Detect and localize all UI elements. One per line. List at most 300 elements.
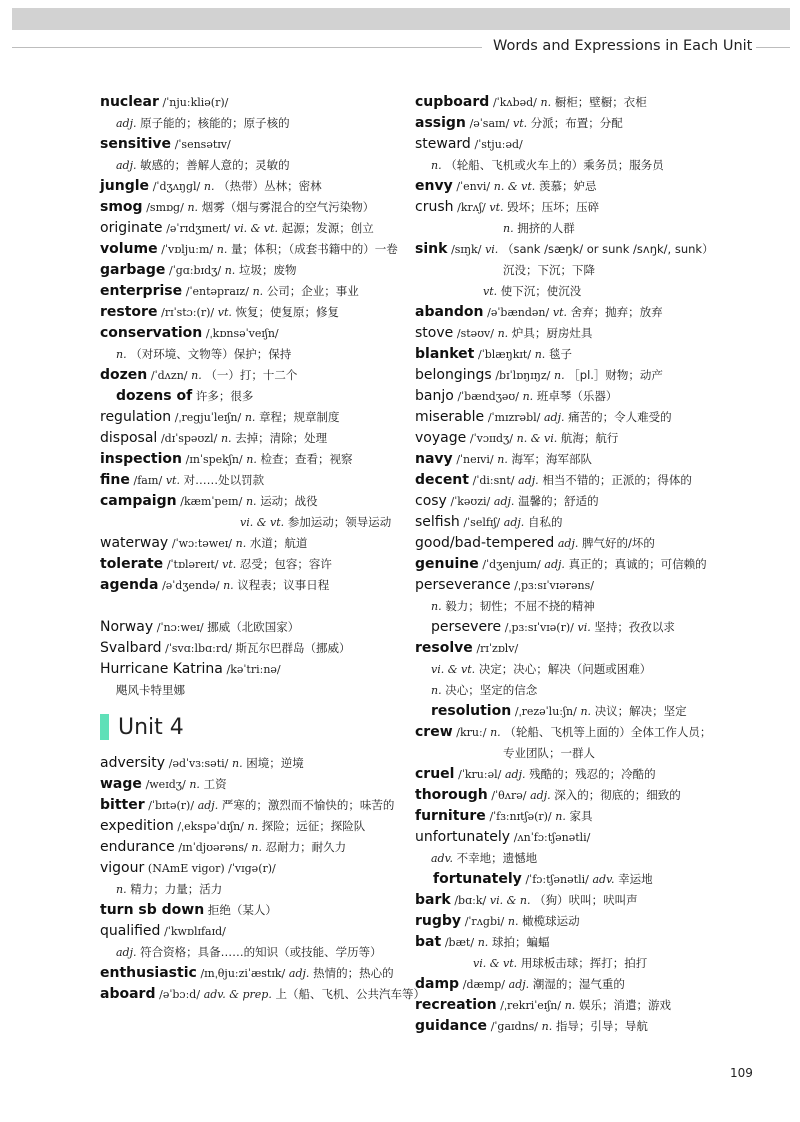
part-of-speech: n. [497, 453, 508, 466]
part-of-speech: vt. [512, 117, 528, 130]
definition: 班卓琴（乐器） [536, 389, 618, 403]
vocab-entry [100, 942, 410, 963]
definition: 坚持；孜孜以求 [594, 620, 675, 634]
vocab-entry [415, 386, 745, 407]
part-of-speech: n. [246, 453, 257, 466]
vocab-entry [415, 995, 745, 1016]
vocab-entry [100, 858, 410, 879]
headword: campaign [100, 493, 177, 509]
phonetic: /ˈkʌbəd/ [492, 96, 537, 109]
vocab-entry [415, 680, 745, 701]
part-of-speech: adv. [431, 852, 454, 865]
vocab-entry [100, 92, 410, 113]
headword: expedition [100, 818, 174, 834]
definition: 真正的；真诚的；可信赖的 [568, 557, 707, 571]
headword: assign [415, 115, 466, 131]
phonetic: /ˈsvɑːlbɑːrd/ [165, 642, 232, 655]
headword: sensitive [100, 136, 172, 152]
vocab-entry [415, 638, 745, 659]
phonetic: /rɪˈstɔː(r)/ [161, 306, 215, 319]
vocab-entry [415, 155, 745, 176]
definition: （对环境、文物等）保护；保持 [130, 347, 292, 361]
headword: sink [415, 241, 448, 257]
phonetic: /weɪdʒ/ [145, 778, 186, 791]
definition: 娱乐；消遣；游戏 [578, 998, 671, 1012]
vocab-entry [100, 617, 410, 638]
definition: （热带）丛林；密林 [218, 179, 322, 193]
definition: 章程；规章制度 [259, 410, 340, 424]
phonetic: /ˈnɔːweɪ/ [156, 621, 204, 634]
vocab-entry [100, 281, 410, 302]
vocab-entry [415, 218, 745, 239]
vocab-entry [100, 680, 410, 701]
phonetic: /bɑːk/ [454, 894, 487, 907]
vocab-entry [100, 470, 410, 491]
headword: Hurricane Katrina [100, 661, 223, 677]
headword: unfortunately [415, 829, 511, 845]
headword: decent [415, 472, 469, 488]
vocab-entry [415, 92, 745, 113]
vocab-entry [415, 470, 745, 491]
definition: 热情的；热心的 [313, 966, 394, 980]
part-of-speech: vt. [217, 306, 232, 319]
part-of-speech: n. [534, 348, 546, 361]
vocab-entry [100, 533, 410, 554]
headword: adversity [100, 755, 166, 771]
phonetic: /ˈnjuːkliə(r)/ [162, 96, 229, 109]
headword: dozens of [116, 388, 193, 404]
definition: 敏感的；善解人意的；灵敏的 [140, 158, 290, 172]
headword: envy [415, 178, 453, 194]
definition: 炉具；厨房灶具 [511, 326, 593, 340]
vocab-entry [100, 638, 410, 659]
vocab-entry [100, 879, 410, 900]
vocab-entry [415, 932, 745, 953]
phonetic: /əˈsaɪn/ [469, 117, 510, 130]
phonetic: /ˌkɒnsəˈveɪʃn/ [205, 327, 279, 340]
vocab-entry [100, 795, 410, 816]
headword: restore [100, 304, 158, 320]
phonetic: /dæmp/ [462, 978, 505, 991]
part-of-speech: n. [431, 600, 442, 613]
vocab-entry [100, 659, 410, 680]
phonetic: /ɪnˈdjʊərəns/ [178, 841, 248, 854]
phonetic: /ˈkruːəl/ [458, 768, 502, 781]
vocab-entry [415, 281, 745, 302]
definition: 用球板击球；挥打；拍打 [520, 956, 648, 970]
vocab-entry [415, 302, 745, 323]
vocab-entry [415, 365, 745, 386]
phonetic: /ɪnˌθjuːziˈæstɪk/ [200, 967, 286, 980]
part-of-speech: n. [507, 915, 519, 928]
right-vocabulary-column [415, 92, 745, 1037]
part-of-speech: adj. [530, 789, 551, 802]
part-of-speech: vi. [577, 621, 591, 634]
headword: originate [100, 220, 163, 236]
definition: 毁坏；压坏；压碎 [507, 200, 600, 214]
definition: 相当不错的；正派的；得体的 [542, 473, 692, 487]
phonetic: /ˈneɪvi/ [456, 453, 494, 466]
part-of-speech: n. [580, 705, 592, 718]
part-of-speech: vt. [489, 201, 504, 214]
definition: 自私的 [527, 515, 563, 529]
part-of-speech: n. [564, 999, 576, 1012]
part-of-speech: vt. [222, 558, 237, 571]
part-of-speech: vt. [552, 306, 567, 319]
headword: wage [100, 776, 142, 792]
phonetic: /kruː/ [456, 726, 487, 739]
part-of-speech: n. [540, 96, 552, 109]
phonetic: /ˈentəpraɪz/ [185, 285, 249, 298]
headword: Svalbard [100, 640, 162, 656]
definition: 忍受；包容；容许 [239, 557, 332, 571]
vocab-entry [415, 533, 745, 554]
vocab-entry [100, 344, 410, 365]
headword: aboard [100, 986, 156, 1002]
headword: garbage [100, 262, 166, 278]
vocab-entry [100, 449, 410, 470]
definition: 检查；查看；视察 [260, 452, 353, 466]
part-of-speech: adj. [544, 411, 565, 424]
headword: voyage [415, 430, 467, 446]
definition: 幸运地 [618, 872, 653, 886]
part-of-speech: n. [477, 936, 489, 949]
definition: 家具 [569, 809, 593, 823]
phonetic: /sɪŋk/ [451, 243, 482, 256]
vocab-entry [100, 134, 410, 155]
vocab-entry [100, 407, 410, 428]
part-of-speech: n. [223, 579, 234, 592]
vocab-entry [415, 974, 745, 995]
headword: regulation [100, 409, 172, 425]
definition: （sank /sæŋk/ or sunk /sʌŋk/, sunk） [501, 242, 714, 256]
headword: enthusiastic [100, 965, 197, 981]
vocab-entry [415, 197, 745, 218]
definition: 指导；引导；导航 [555, 1019, 648, 1033]
page-number: 109 [730, 1066, 753, 1080]
phonetic: /ˌpɜːsɪˈvɪərəns/ [514, 579, 594, 592]
unit-marker-bar [100, 714, 109, 740]
vocab-entry [100, 386, 410, 407]
definition: 严寒的；激烈而不愉快的；味苦的 [221, 798, 395, 812]
phonetic: /ˈtɒləreɪt/ [166, 558, 219, 571]
headword: agenda [100, 577, 159, 593]
part-of-speech: adj. [504, 768, 526, 781]
phonetic: /əˈrɪdʒɪneɪt/ [166, 222, 231, 235]
phonetic: /faɪn/ [133, 474, 163, 487]
phonetic: /ˌregjuˈleɪʃn/ [174, 411, 242, 424]
definition: 球拍；蝙蝠 [491, 935, 550, 949]
phonetic: /stəʊv/ [456, 327, 494, 340]
part-of-speech: n. [216, 243, 228, 256]
headword: abandon [415, 304, 484, 320]
phonetic: /ˈbændʒəʊ/ [457, 390, 519, 403]
headword: selfish [415, 514, 460, 530]
headword: conservation [100, 325, 203, 341]
headword: resolution [431, 703, 512, 719]
definition: 拒绝（某人） [207, 903, 277, 917]
vocab-entry [100, 365, 410, 386]
vocab-entry [100, 774, 410, 795]
definition: 决心；坚定的信念 [445, 683, 538, 697]
vocab-entry [415, 827, 745, 848]
definition: 毯子 [548, 347, 572, 361]
running-header-title: Words and Expressions in Each Unit [493, 38, 753, 54]
vocab-entry [415, 344, 745, 365]
phonetic: /ˈselfɪʃ/ [463, 516, 501, 529]
headword: guidance [415, 1018, 488, 1034]
vocab-entry [415, 617, 745, 638]
headword: miserable [415, 409, 485, 425]
definition: 量；体积；（成套书籍中的）一卷 [231, 242, 398, 256]
part-of-speech: adj. [116, 159, 137, 172]
header-rule-left [12, 47, 482, 48]
definition: 沉没；下沉；下降 [503, 263, 595, 277]
headword: steward [415, 136, 471, 152]
part-of-speech: n. [244, 411, 256, 424]
headword: inspection [100, 451, 182, 467]
headword: dozen [100, 367, 148, 383]
headword: persevere [431, 619, 502, 635]
phonetic: /ˈdʒenjuɪn/ [482, 558, 541, 571]
vocab-entry [415, 1016, 745, 1037]
part-of-speech: vi. [485, 243, 499, 256]
part-of-speech: adv. & prep. [203, 988, 272, 1001]
definition: 运动；战役 [260, 494, 318, 508]
phonetic: /ˈdʌzn/ [150, 369, 188, 382]
headword: furniture [415, 808, 486, 824]
definition: 斯瓦尔巴群岛（挪威） [235, 641, 351, 655]
phonetic: /ˌrezəˈluːʃn/ [514, 705, 577, 718]
definition: 海军；海军部队 [511, 452, 593, 466]
part-of-speech: n. [189, 778, 200, 791]
definition: 羡慕；妒忌 [538, 179, 597, 193]
part-of-speech: n. [191, 369, 202, 382]
vocab-entry [415, 407, 745, 428]
definition: （轮船、飞机或火车上的）乘务员；服务员 [445, 158, 664, 172]
definition: 去掉；清除；处理 [235, 431, 328, 445]
part-of-speech: vt. [483, 285, 498, 298]
phonetic: /kəˈtriːnə/ [226, 663, 281, 676]
headword: banjo [415, 388, 454, 404]
definition: 使下沉；使沉没 [500, 284, 582, 298]
vocab-entry [415, 869, 745, 890]
definition: 航海；航行 [560, 431, 619, 445]
unit-heading [100, 701, 410, 753]
vocab-entry [100, 575, 410, 596]
definition: 公司；企业；事业 [266, 284, 359, 298]
phonetic: /əˈdʒendə/ [162, 579, 220, 592]
definition: 决议；解决；坚定 [594, 704, 687, 718]
phonetic: /ˈθʌrə/ [491, 789, 527, 802]
phonetic: /ˈblæŋkɪt/ [478, 348, 532, 361]
vocab-entry [100, 218, 410, 239]
vocab-entry [415, 113, 745, 134]
vocab-entry [415, 764, 745, 785]
phonetic: /ɪnˈspekʃn/ [185, 453, 243, 466]
phonetic: /ˌekspəˈdɪʃn/ [177, 820, 244, 833]
vocab-entry [415, 911, 745, 932]
part-of-speech: n. [116, 348, 127, 361]
phonetic: /bɪˈlɒŋɪŋz/ [495, 369, 551, 382]
phonetic: /ˈmɪzrəbl/ [487, 411, 541, 424]
definition: 上（船、飞机、公共汽车等） [275, 987, 425, 1001]
definition: 垃圾；废物 [238, 263, 297, 277]
vocab-entry [100, 260, 410, 281]
definition: 温馨的；舒适的 [518, 494, 599, 508]
headword: belongings [415, 367, 492, 383]
phonetic: /kæmˈpeɪn/ [180, 495, 243, 508]
phonetic: /ˈrʌgbi/ [464, 915, 505, 928]
headword: disposal [100, 430, 158, 446]
part-of-speech: n. [187, 201, 199, 214]
vocab-entry [415, 575, 745, 596]
part-of-speech: adj. [518, 474, 539, 487]
definition: 潮湿的；湿气重的 [532, 977, 625, 991]
headword: endurance [100, 839, 175, 855]
part-of-speech: adj. [544, 558, 565, 571]
headword: damp [415, 976, 460, 992]
vocab-entry [415, 701, 745, 722]
vocab-entry [100, 155, 410, 176]
vocab-entry [415, 260, 745, 281]
vocab-entry [100, 302, 410, 323]
vocab-entry [100, 921, 410, 942]
definition: 飓风卡特里娜 [116, 683, 185, 697]
vocab-entry [100, 512, 410, 533]
headword: crew [415, 724, 453, 740]
headword: good/bad-tempered [415, 535, 555, 551]
part-of-speech: n. [541, 1020, 553, 1033]
definition: 专业团队；一群人 [503, 746, 595, 760]
vocab-entry [100, 428, 410, 449]
definition: 符合资格；具备……的知识（或技能、学历等） [140, 945, 382, 959]
headword: Norway [100, 619, 154, 635]
headword: smog [100, 199, 143, 215]
definition: 恢复；使复原；修复 [235, 305, 340, 319]
left-vocabulary-column [100, 92, 425, 1005]
headword: navy [415, 451, 453, 467]
part-of-speech: adj. [116, 117, 137, 130]
phonetic: /əˈbɔːd/ [159, 988, 201, 1001]
phonetic: /əˈbændən/ [487, 306, 550, 319]
headword: turn sb down [100, 902, 205, 918]
headword: jungle [100, 178, 150, 194]
vocab-entry [100, 197, 410, 218]
phonetic: /ˈkwɒlɪfaɪd/ [164, 925, 226, 938]
headword: fortunately [433, 871, 522, 887]
vocab-entry [100, 491, 410, 512]
definition: 不幸地；遗憾地 [456, 851, 538, 865]
vocab-entry [415, 743, 745, 764]
phonetic: /ˌpɜːsɪˈvɪə(r)/ [504, 621, 574, 634]
headword: crush [415, 199, 454, 215]
phonetic: /ˌrekriˈeɪʃn/ [500, 999, 562, 1012]
part-of-speech: n. [220, 432, 232, 445]
vocab-entry [415, 596, 745, 617]
part-of-speech: adj. [197, 799, 219, 812]
vocab-entry [415, 512, 745, 533]
definition: 原子能的；核能的；原子核的 [140, 116, 290, 130]
part-of-speech: vi. & vt. [431, 663, 476, 676]
part-of-speech: vt. [165, 474, 180, 487]
definition: 忍耐力；耐久力 [265, 840, 347, 854]
part-of-speech: n. [554, 369, 565, 382]
spacer [100, 596, 410, 617]
definition: 脾气好的/坏的 [582, 536, 655, 550]
part-of-speech: adv. [592, 873, 615, 886]
part-of-speech: n. [235, 537, 247, 550]
headword: tolerate [100, 556, 164, 572]
definition: ［pl.］财物；动产 [568, 368, 663, 382]
part-of-speech: adj. [116, 946, 137, 959]
headword: enterprise [100, 283, 183, 299]
headword: cupboard [415, 94, 490, 110]
part-of-speech: n. [431, 684, 442, 697]
part-of-speech: n. [497, 327, 509, 340]
vocab-entry [415, 890, 745, 911]
phonetic: /ʌnˈfɔːtʃənətli/ [513, 831, 591, 844]
vocab-entry [415, 722, 745, 743]
definition: 橄榄球运动 [522, 914, 580, 928]
phonetic: /ədˈvɜːsəti/ [168, 757, 229, 770]
part-of-speech: n. [251, 841, 262, 854]
phonetic: /ˈfɜːnɪtʃə(r)/ [489, 810, 552, 823]
headword: bitter [100, 797, 145, 813]
part-of-speech: n. [503, 222, 514, 235]
definition: 许多；很多 [195, 389, 254, 403]
headword: fine [100, 472, 130, 488]
definition: 起源；发源；创立 [281, 221, 374, 235]
definition: 舍弃；抛弃；放弃 [570, 305, 663, 319]
part-of-speech: n. [245, 495, 257, 508]
vocab-entry [100, 984, 425, 1005]
part-of-speech: n. [247, 820, 259, 833]
definition: 拥挤的人群 [517, 221, 575, 235]
vocab-entry [415, 848, 745, 869]
headword: nuclear [100, 94, 159, 110]
headword: vigour [100, 860, 145, 876]
phonetic: /smɒg/ [146, 201, 184, 214]
phonetic: /ˈbɪtə(r)/ [148, 799, 195, 812]
headword: rugby [415, 913, 462, 929]
phonetic: (NAmE vigor) /ˈvɪgə(r)/ [147, 862, 276, 875]
vocab-entry [415, 449, 745, 470]
headword: perseverance [415, 577, 511, 593]
headword: qualified [100, 923, 161, 939]
definition: 议程表；议事日程 [237, 578, 330, 592]
vocab-entry [100, 176, 410, 197]
part-of-speech: adj. [557, 537, 579, 550]
vocab-entry [100, 753, 410, 774]
definition: 分派；布置；分配 [530, 116, 623, 130]
definition: 深入的；彻底的；细致的 [554, 788, 681, 802]
vocab-entry [100, 900, 410, 921]
phonetic: /ˈdiːsnt/ [472, 474, 515, 487]
headword: bat [415, 934, 442, 950]
headword: bark [415, 892, 451, 908]
definition: 对……处以罚款 [183, 473, 265, 487]
part-of-speech: n. & vt. [493, 180, 536, 193]
vocab-entry [100, 963, 410, 984]
definition: 精力；力量；活力 [130, 882, 223, 896]
headword: stove [415, 325, 454, 341]
part-of-speech: adj. [508, 978, 530, 991]
header-rule-right [756, 47, 790, 48]
definition: 橱柜；壁橱；衣柜 [554, 95, 647, 109]
part-of-speech: n. [252, 285, 264, 298]
part-of-speech: n. & vi. [516, 432, 558, 445]
